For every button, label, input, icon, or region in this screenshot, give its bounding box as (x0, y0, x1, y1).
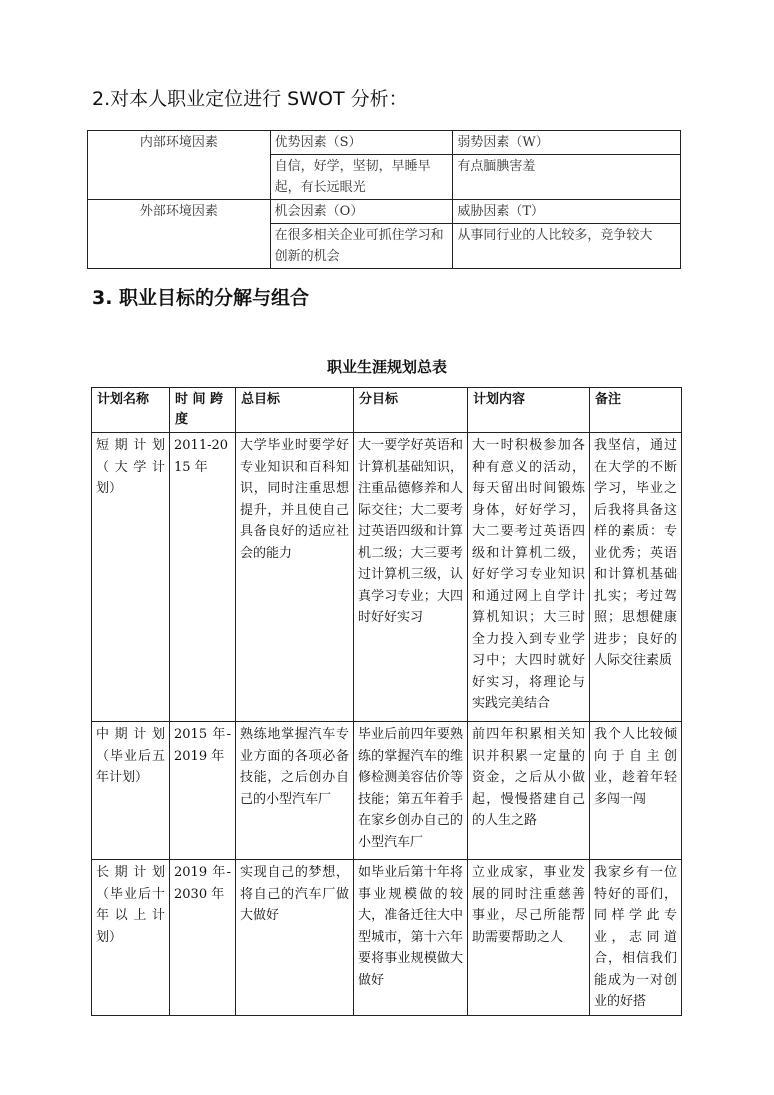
plan-name: 中期计划（毕业后五年计划） (92, 722, 170, 860)
notes: 我家乡有一位特好的哥们，同样学此专业，志同道合，相信我们能成为一对创业的好搭 (590, 860, 682, 1016)
header-overall-goal: 总目标 (236, 388, 354, 433)
weakness-label: 弱势因素（W） (453, 131, 681, 155)
table-row (92, 722, 682, 860)
external-factors-label: 外部环境因素 (88, 200, 271, 269)
notes: 我个人比较倾向于自主创业，趁着年轻多闯一闯 (590, 722, 682, 860)
opportunity-text: 在很多相关企业可抓住学习和创新的机会 (270, 224, 453, 269)
header-plan-name: 计划名称 (92, 388, 170, 433)
plan-content: 前四年积累相关知识并积累一定量的资金，之后从小做起，慢慢搭建自己的人生之路 (468, 722, 590, 860)
table-row (92, 433, 682, 722)
plan-content: 立业成家，事业发展的同时注重慈善事业，尽己所能帮助需要帮助之人 (468, 860, 590, 1016)
plan-content: 大一时积极参加各种有意义的活动，每天留出时间锻炼身体，好好学习，大二要考过英语四级和计算机二级，好好学习专业知识和通过网上自学计算机知识；大三时全力投入到专业学习中；大四时就好好实习，将理论与实践完美结合 (468, 433, 590, 722)
time-span: 2011-2015 年 (170, 433, 236, 722)
plan-name: 短期计划（大学计划） (92, 433, 170, 722)
overall-goal: 实现自己的梦想，将自己的汽车厂做大做好 (236, 860, 354, 1016)
goal-heading: 3. 职业目标的分解与组合 (92, 287, 310, 309)
weakness-text: 有点腼腆害羞 (453, 155, 681, 200)
plan-name: 长期计划（毕业后十年以上计划） (92, 860, 170, 1016)
sub-goals: 如毕业后第十年将事业规模做的较大，准备迁往大中型城市，第十六年要将事业规模做大做好 (354, 860, 468, 1016)
sub-goals: 大一要学好英语和计算机基础知识，注重品德修养和人际交往；大二要考过英语四级和计算机二级；大三要考过计算机三级，认真学习专业；大四时好好实习 (354, 433, 468, 722)
table-row (92, 860, 682, 1016)
notes: 我坚信，通过在大学的不断学习，毕业之后我将具备这样的素质：专业优秀；英语和计算机基础扎实；考过驾照；思想健康进步；良好的人际交往素质 (590, 433, 682, 722)
strength-label: 优势因素（S） (270, 131, 453, 155)
header-time-span: 时 间 跨度 (170, 388, 236, 433)
swot-table (87, 130, 681, 269)
table-header-row (92, 388, 682, 433)
sub-goals: 毕业后前四年要熟练的掌握汽车的维修检测美容估价等技能；第五年着手在家乡创办自己的小型汽车厂 (354, 722, 468, 860)
strength-text: 自信，好学，坚韧，早睡早起，有长远眼光 (270, 155, 453, 200)
threat-label: 威胁因素（T） (453, 200, 681, 224)
career-plan-table (91, 387, 682, 1016)
header-sub-goals: 分目标 (354, 388, 468, 433)
plan-table-title: 职业生涯规划总表 (326, 358, 447, 376)
overall-goal: 大学毕业时要学好专业知识和百科知识，同时注重思想提升，并且使自己具备良好的适应社会的能力 (236, 433, 354, 722)
overall-goal: 熟练地掌握汽车专业方面的各项必备技能，之后创办自己的小型汽车厂 (236, 722, 354, 860)
time-span: 2015 年-2019 年 (170, 722, 236, 860)
opportunity-label: 机会因素（O） (270, 200, 453, 224)
header-notes: 备注 (590, 388, 682, 433)
swot-heading: 2.对本人职业定位进行 SWOT 分析： (92, 88, 408, 110)
header-plan-content: 计划内容 (468, 388, 590, 433)
time-span: 2019 年-2030 年 (170, 860, 236, 1016)
internal-factors-label: 内部环境因素 (88, 131, 271, 200)
threat-text: 从事同行业的人比较多，竞争较大 (453, 224, 681, 269)
